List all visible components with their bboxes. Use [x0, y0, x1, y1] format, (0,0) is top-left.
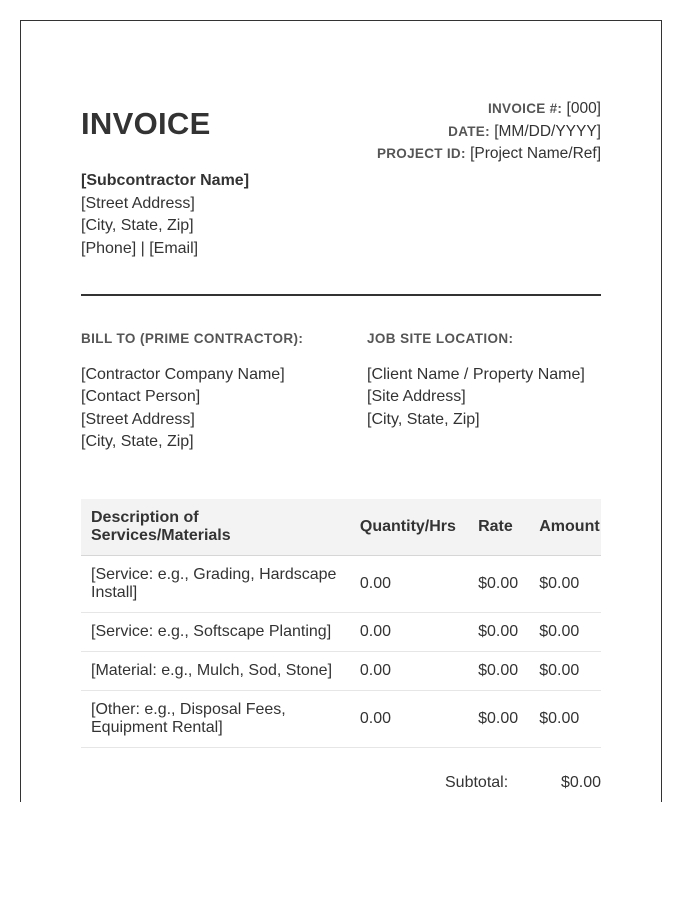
column-header-amount: Amount — [529, 499, 601, 556]
bill-to-line: [Street Address] — [81, 410, 195, 428]
table-row — [81, 652, 601, 691]
date-value: [MM/DD/YYYY] — [494, 122, 601, 140]
cell-quantity: 0.00 — [350, 652, 468, 691]
cell-rate: $0.00 — [468, 556, 529, 613]
column-header-rate: Rate — [468, 499, 529, 556]
table-row — [81, 691, 601, 748]
bill-to-block — [81, 328, 303, 454]
job-site-line: [Site Address] — [367, 388, 466, 405]
subcontractor-street: [Street Address] — [81, 194, 195, 212]
cell-description: [Service: e.g., Grading, Hardscape Install] — [81, 556, 350, 613]
cell-quantity: 0.00 — [350, 556, 468, 613]
cell-description: [Material: e.g., Mulch, Sod, Stone] — [81, 652, 350, 691]
subcontractor-name: [Subcontractor Name] — [81, 172, 250, 189]
column-header-quantity: Quantity/Hrs — [350, 499, 468, 556]
subcontractor-city: [City, State, Zip] — [81, 217, 194, 234]
cell-quantity: 0.00 — [350, 691, 468, 748]
date-row — [377, 121, 601, 144]
cell-quantity: 0.00 — [350, 613, 468, 652]
bill-to-line: [City, State, Zip] — [81, 433, 194, 450]
invoice-meta — [377, 98, 601, 166]
cell-amount: $0.00 — [529, 556, 601, 613]
job-site-heading: JOB SITE LOCATION: — [367, 331, 514, 346]
header-divider — [81, 294, 601, 296]
cell-amount: $0.00 — [529, 691, 601, 748]
table-row — [81, 613, 601, 652]
project-id-row — [377, 143, 601, 166]
invoice-content — [81, 21, 601, 801]
job-site-block — [367, 328, 585, 431]
line-items-table — [81, 499, 601, 748]
table-row — [81, 556, 601, 613]
bill-to-line: [Contact Person] — [81, 388, 201, 405]
job-site-line: [Client Name / Property Name] — [367, 365, 585, 383]
cell-rate: $0.00 — [468, 613, 529, 652]
invoice-title: INVOICE — [81, 106, 211, 141]
date-label: DATE: — [448, 123, 490, 139]
cell-description: [Service: e.g., Softscape Planting] — [81, 613, 350, 652]
table-header-row — [81, 499, 601, 556]
bill-to-heading: BILL TO (PRIME CONTRACTOR): — [81, 331, 304, 346]
invoice-page — [20, 20, 662, 802]
job-site-line: [City, State, Zip] — [367, 410, 480, 428]
cell-rate: $0.00 — [468, 652, 529, 691]
subtotal-value: $0.00 — [560, 774, 601, 791]
project-id-label: PROJECT ID: — [376, 146, 466, 161]
cell-description: [Other: e.g., Disposal Fees, Equipment Rental] — [81, 691, 350, 748]
invoice-number-label: INVOICE #: — [487, 101, 563, 116]
subcontractor-info — [81, 170, 249, 260]
cell-amount: $0.00 — [529, 613, 601, 652]
cell-amount: $0.00 — [529, 652, 601, 691]
bill-to-line: [Contractor Company Name] — [81, 365, 285, 383]
invoice-number-value: [000] — [566, 100, 601, 117]
column-header-description: Description of Services/Materials — [81, 499, 350, 556]
subcontractor-contact: [Phone] | [Email] — [81, 239, 199, 257]
subtotal-label: Subtotal: — [445, 774, 509, 791]
project-id-value: [Project Name/Ref] — [470, 145, 601, 162]
invoice-number-row — [377, 98, 601, 121]
cell-rate: $0.00 — [468, 691, 529, 748]
